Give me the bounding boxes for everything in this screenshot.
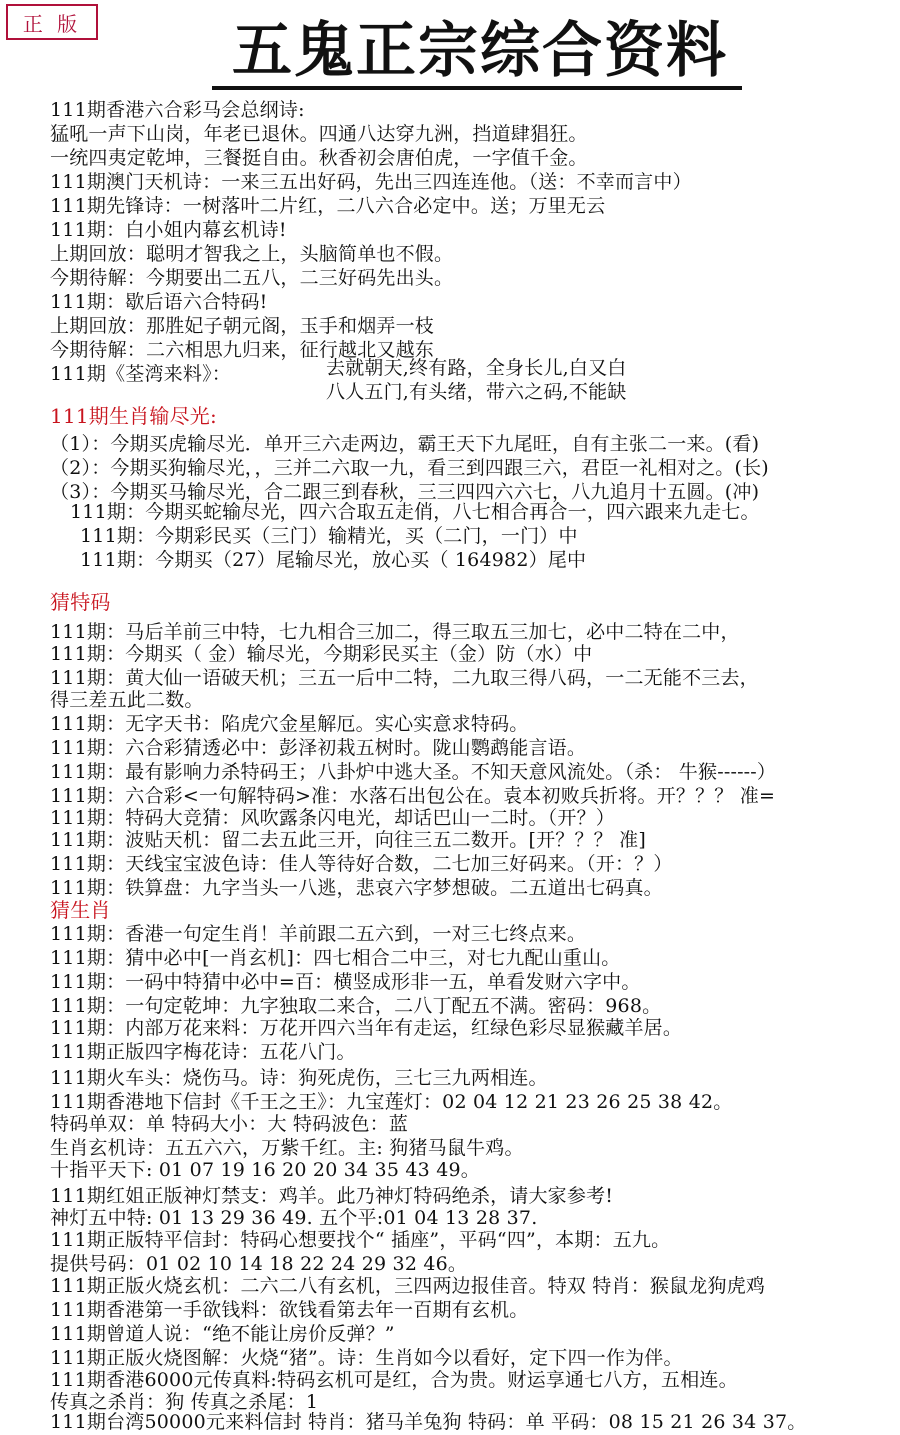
text-line: 111期曾道人说：“绝不能让房价反弹？” (50, 1323, 395, 1345)
text-line: 十指平天下: 01 07 19 16 20 20 34 35 43 49。 (50, 1159, 480, 1181)
text-line: 提供号码：01 02 10 14 18 22 24 29 32 46。 (50, 1253, 468, 1275)
text-line: 111期：今期买蛇输尽光，四六合取五走俏，八七相合再合一，四六跟来九走七。 (70, 501, 760, 523)
text-line: 111期：无字天书：陷虎穴金星解厄。实心实意求特码。 (50, 713, 529, 735)
text-line: 111期正版四字梅花诗：五花八门。 (50, 1041, 356, 1063)
verse-line: 去就朝天,终有路，全身长儿,白又白 (326, 357, 627, 379)
text-line: 111期：黄大仙一语破天机；三五一后中二特，二九取三得八码，一二无能不三去， (50, 667, 759, 689)
section-heading: 猜特码 (50, 590, 111, 614)
text-line: 111期：一码中特猜中必中=百：横竖成形非一五，单看发财六字中。 (50, 971, 641, 993)
text-line: 111期：最有影响力杀特码王；八卦炉中逃大圣。不知天意风流处。（杀： 牛猴------） (50, 761, 777, 783)
text-line: 猛吼一声下山岗，年老已退休。四通八达穿九洲，挡道肆猖狂。 (50, 123, 588, 145)
text-line: 111期正版火烧玄机：二六二八有玄机，三四两边报佳音。特双 特肖：猴鼠龙狗虎鸡 (50, 1275, 766, 1297)
text-line: 111期：铁算盘：九字当头一八逃，悲哀六字梦想破。二五道出七码真。 (50, 877, 663, 899)
text-line: 111期：今期买（ 金）输尽光，今期彩民买主（金）防（水）中 (50, 643, 593, 665)
text-line: 特码单双：单 特码大小：大 特码波色：蓝 (50, 1113, 409, 1135)
text-line: 111期：今期彩民买（三门）输精光，买（二门，一门）中 (80, 525, 578, 547)
text-line: 今期待解：二六相思九归来，征行越北又越东 (50, 339, 435, 361)
text-line: 111期香港第一手欲钱料：欲钱看第去年一百期有玄机。 (50, 1299, 529, 1321)
edition-badge: 正 版 (6, 4, 98, 40)
text-line: 上期回放：聪明才智我之上，头脑简单也不假。 (50, 243, 454, 265)
section-heading: 111期生肖输尽光: (50, 404, 217, 428)
text-line: 神灯五中特: 01 13 29 36 49. 五个平:01 04 13 28 37. (50, 1207, 538, 1229)
text-line: 今期待解：今期要出二五八，二三好码先出头。 (50, 267, 454, 289)
text-line: 111期台湾50000元来料信封 特肖：猪马羊兔狗 特码：单 平码：08 15 21 26 34 37。 (50, 1411, 807, 1433)
text-line: 111期：内部万花来料：万花开四六当年有走运，红绿色彩尽显猴藏羊居。 (50, 1017, 683, 1039)
text-line: 111期：六合彩<一句解特码>准：水落石出包公在。袁本初败兵折将。开？？？ 准= (50, 785, 776, 807)
text-line: 111期：一句定乾坤：九字独取二来合，二八丁配五不满。密码：968。 (50, 995, 662, 1017)
text-line: 111期香港地下信封《千王之王》：九宝莲灯：02 04 12 21 23 26 25 38 42。 (50, 1091, 733, 1113)
text-line: 111期：歇后语六合特码! (50, 291, 268, 313)
text-line: 得三差五此二数。 (50, 689, 204, 711)
text-line: 111期红姐正版神灯禁支：鸡羊。此乃神灯特码绝杀，请大家参考! (50, 1185, 614, 1207)
text-line: （1）：今期买虎输尽光．单开三六走两边，霸王天下九尾旺，自有主张二一来。(看) (50, 433, 760, 455)
text-line: 一统四夷定乾坤，三餐挺自由。秋香初会唐伯虎，一字值千金。 (50, 147, 588, 169)
verse-line: 八人五门,有头绪，带六之码,不能缺 (326, 381, 627, 403)
text-line: 111期先锋诗：一树落叶二片红，二八六合必定中。送；万里无云 (50, 195, 606, 217)
text-line: 111期香港6000元传真料:特码玄机可是红，合为贵。财运享通七八方，五相连。 (50, 1369, 738, 1391)
title-underline (212, 86, 742, 90)
text-line: 111期：猜中必中[一肖玄机]：四七相合二中三，对七九配山重山。 (50, 947, 621, 969)
text-line: 111期：今期买（27）尾输尽光，放心买（ 164982）尾中 (80, 549, 587, 571)
text-line: 111期火车头：烧伤马。诗：狗死虎伤，三七三九两相连。 (50, 1067, 548, 1089)
text-line: 111期：特码大竞猜：风吹露条闪电光，却话巴山一二时。（开？） (50, 807, 615, 829)
text-line: 111期：白小姐内幕玄机诗! (50, 219, 287, 241)
text-line: 111期：香港一句定生肖！羊前跟二五六到，一对三七终点来。 (50, 923, 587, 945)
section-heading: 猜生肖 (50, 898, 111, 922)
text-line: 111期：马后羊前三中特，七九相合三加二，得三取五三加七，必中二特在二中， (50, 621, 740, 643)
text-line: 111期澳门天机诗：一来三五出好码，先出三四连连他。（送：不幸而言中） (50, 171, 692, 193)
page-title: 五鬼正宗综合资料 (232, 16, 728, 86)
text-line: 传真之杀肖：狗 传真之杀尾：1 (50, 1391, 319, 1413)
text-line: 111期：天线宝宝波色诗：佳人等待好合数，二七加三好码来。（开：？） (50, 853, 673, 875)
text-line: 上期回放：那胜妃子朝元阁，玉手和烟弄一枝 (50, 315, 435, 337)
text-line: 111期：波贴天机：留二去五此三开，向往三五二数开。[开？？？ 准] (50, 829, 646, 851)
text-line: 111期香港六合彩马会总纲诗: (50, 99, 305, 121)
text-line: （3）：今期买马输尽光，合二跟三到春秋，三三四四六六七，八九追月十五圆。(冲) (50, 481, 760, 503)
text-line: （2）：今期买狗输尽光，，三并二六取一九，看三到四跟三六，君臣一礼相对之。(长) (50, 457, 769, 479)
text-line: 生肖玄机诗：五五六六，万紫千红。主: 狗猪马鼠牛鸡。 (50, 1137, 524, 1159)
text-line: 111期《荃湾来料》： (50, 363, 231, 385)
text-line: 111期正版特平信封：特码心想要找个“ 插座”，平码“四”，本期：五九。 (50, 1229, 671, 1251)
text-line: 111期正版火烧图解：火烧“猪”。诗：生肖如今以看好，定下四一作为伴。 (50, 1347, 683, 1369)
text-line: 111期：六合彩猜透必中：彭泽初栽五树时。陇山鹦鹉能言语。 (50, 737, 587, 759)
